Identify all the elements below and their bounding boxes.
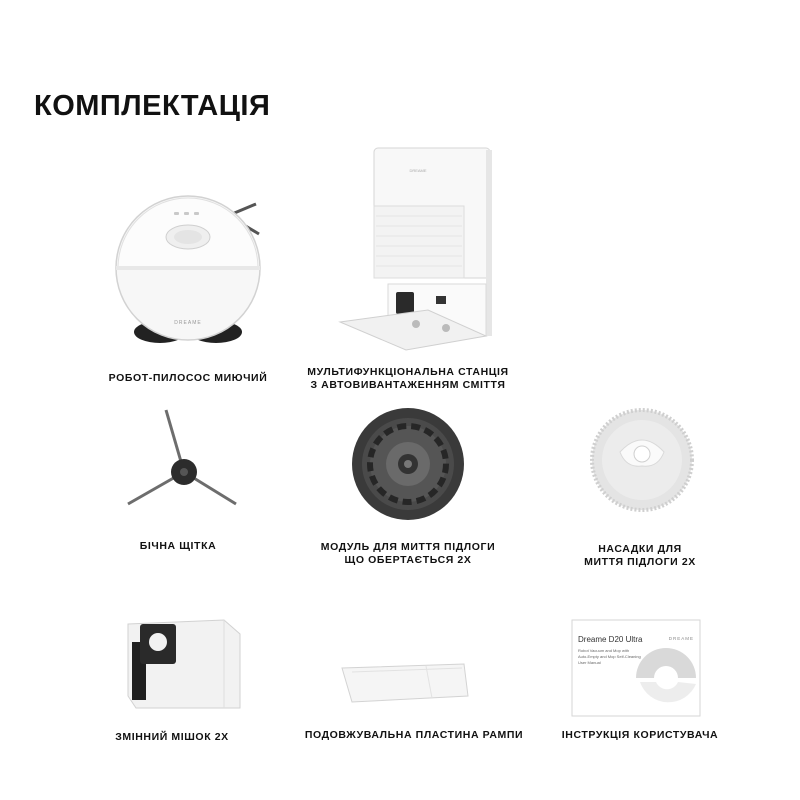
station-image xyxy=(336,146,496,356)
manual-subtitle-line-2: Auto-Empty and Mop Self-Cleaning xyxy=(578,654,641,659)
robot-vacuum-caption: РОБОТ-ПИЛОСОС МИЮЧИЙ xyxy=(108,372,268,384)
side-brush-image xyxy=(120,408,250,518)
manual-title: Dreame D20 Ultra xyxy=(578,635,643,644)
manual-subtitle-line-3: User Manual xyxy=(578,660,601,665)
side-brush-caption: БІЧНА ЩІТКА xyxy=(139,540,217,552)
mop-module-image xyxy=(350,406,466,522)
manual-subtitle-line-1: Robot Vacuum and Mop with xyxy=(578,648,630,653)
robot-vacuum-image xyxy=(104,192,272,347)
mop-pads-image xyxy=(590,408,694,512)
robot-brand-label: DREAME xyxy=(174,320,202,326)
manual-brand: DREAME xyxy=(668,636,694,641)
station-caption: МУЛЬТИФУНКЦІОНАЛЬНА СТАНЦІЯ З АВТОВИВАНТАЖЕННЯМ СМІТТЯ xyxy=(307,366,509,391)
user-manual-image xyxy=(570,618,702,718)
mop-module-caption: МОДУЛЬ ДЛЯ МИТТЯ ПІДЛОГИ ЩО ОБЕРТАЄТЬСЯ 2Х xyxy=(320,541,496,566)
page-title: КОМПЛЕКТАЦІЯ xyxy=(34,90,271,122)
user-manual-caption: ІНСТРУКЦІЯ КОРИСТУВАЧА xyxy=(561,729,719,741)
ramp-plate-caption: ПОДОВЖУВАЛЬНА ПЛАСТИНА РАМПИ xyxy=(304,729,524,741)
mop-pads-caption: НАСАДКИ ДЛЯ МИТТЯ ПІДЛОГИ 2Х xyxy=(584,543,696,568)
dust-bag-caption: ЗМІННИЙ МІШОК 2Х xyxy=(115,731,229,743)
dust-bag-image xyxy=(124,612,244,712)
station-brand-label: DREAME xyxy=(409,168,427,173)
ramp-plate-image xyxy=(336,660,472,706)
